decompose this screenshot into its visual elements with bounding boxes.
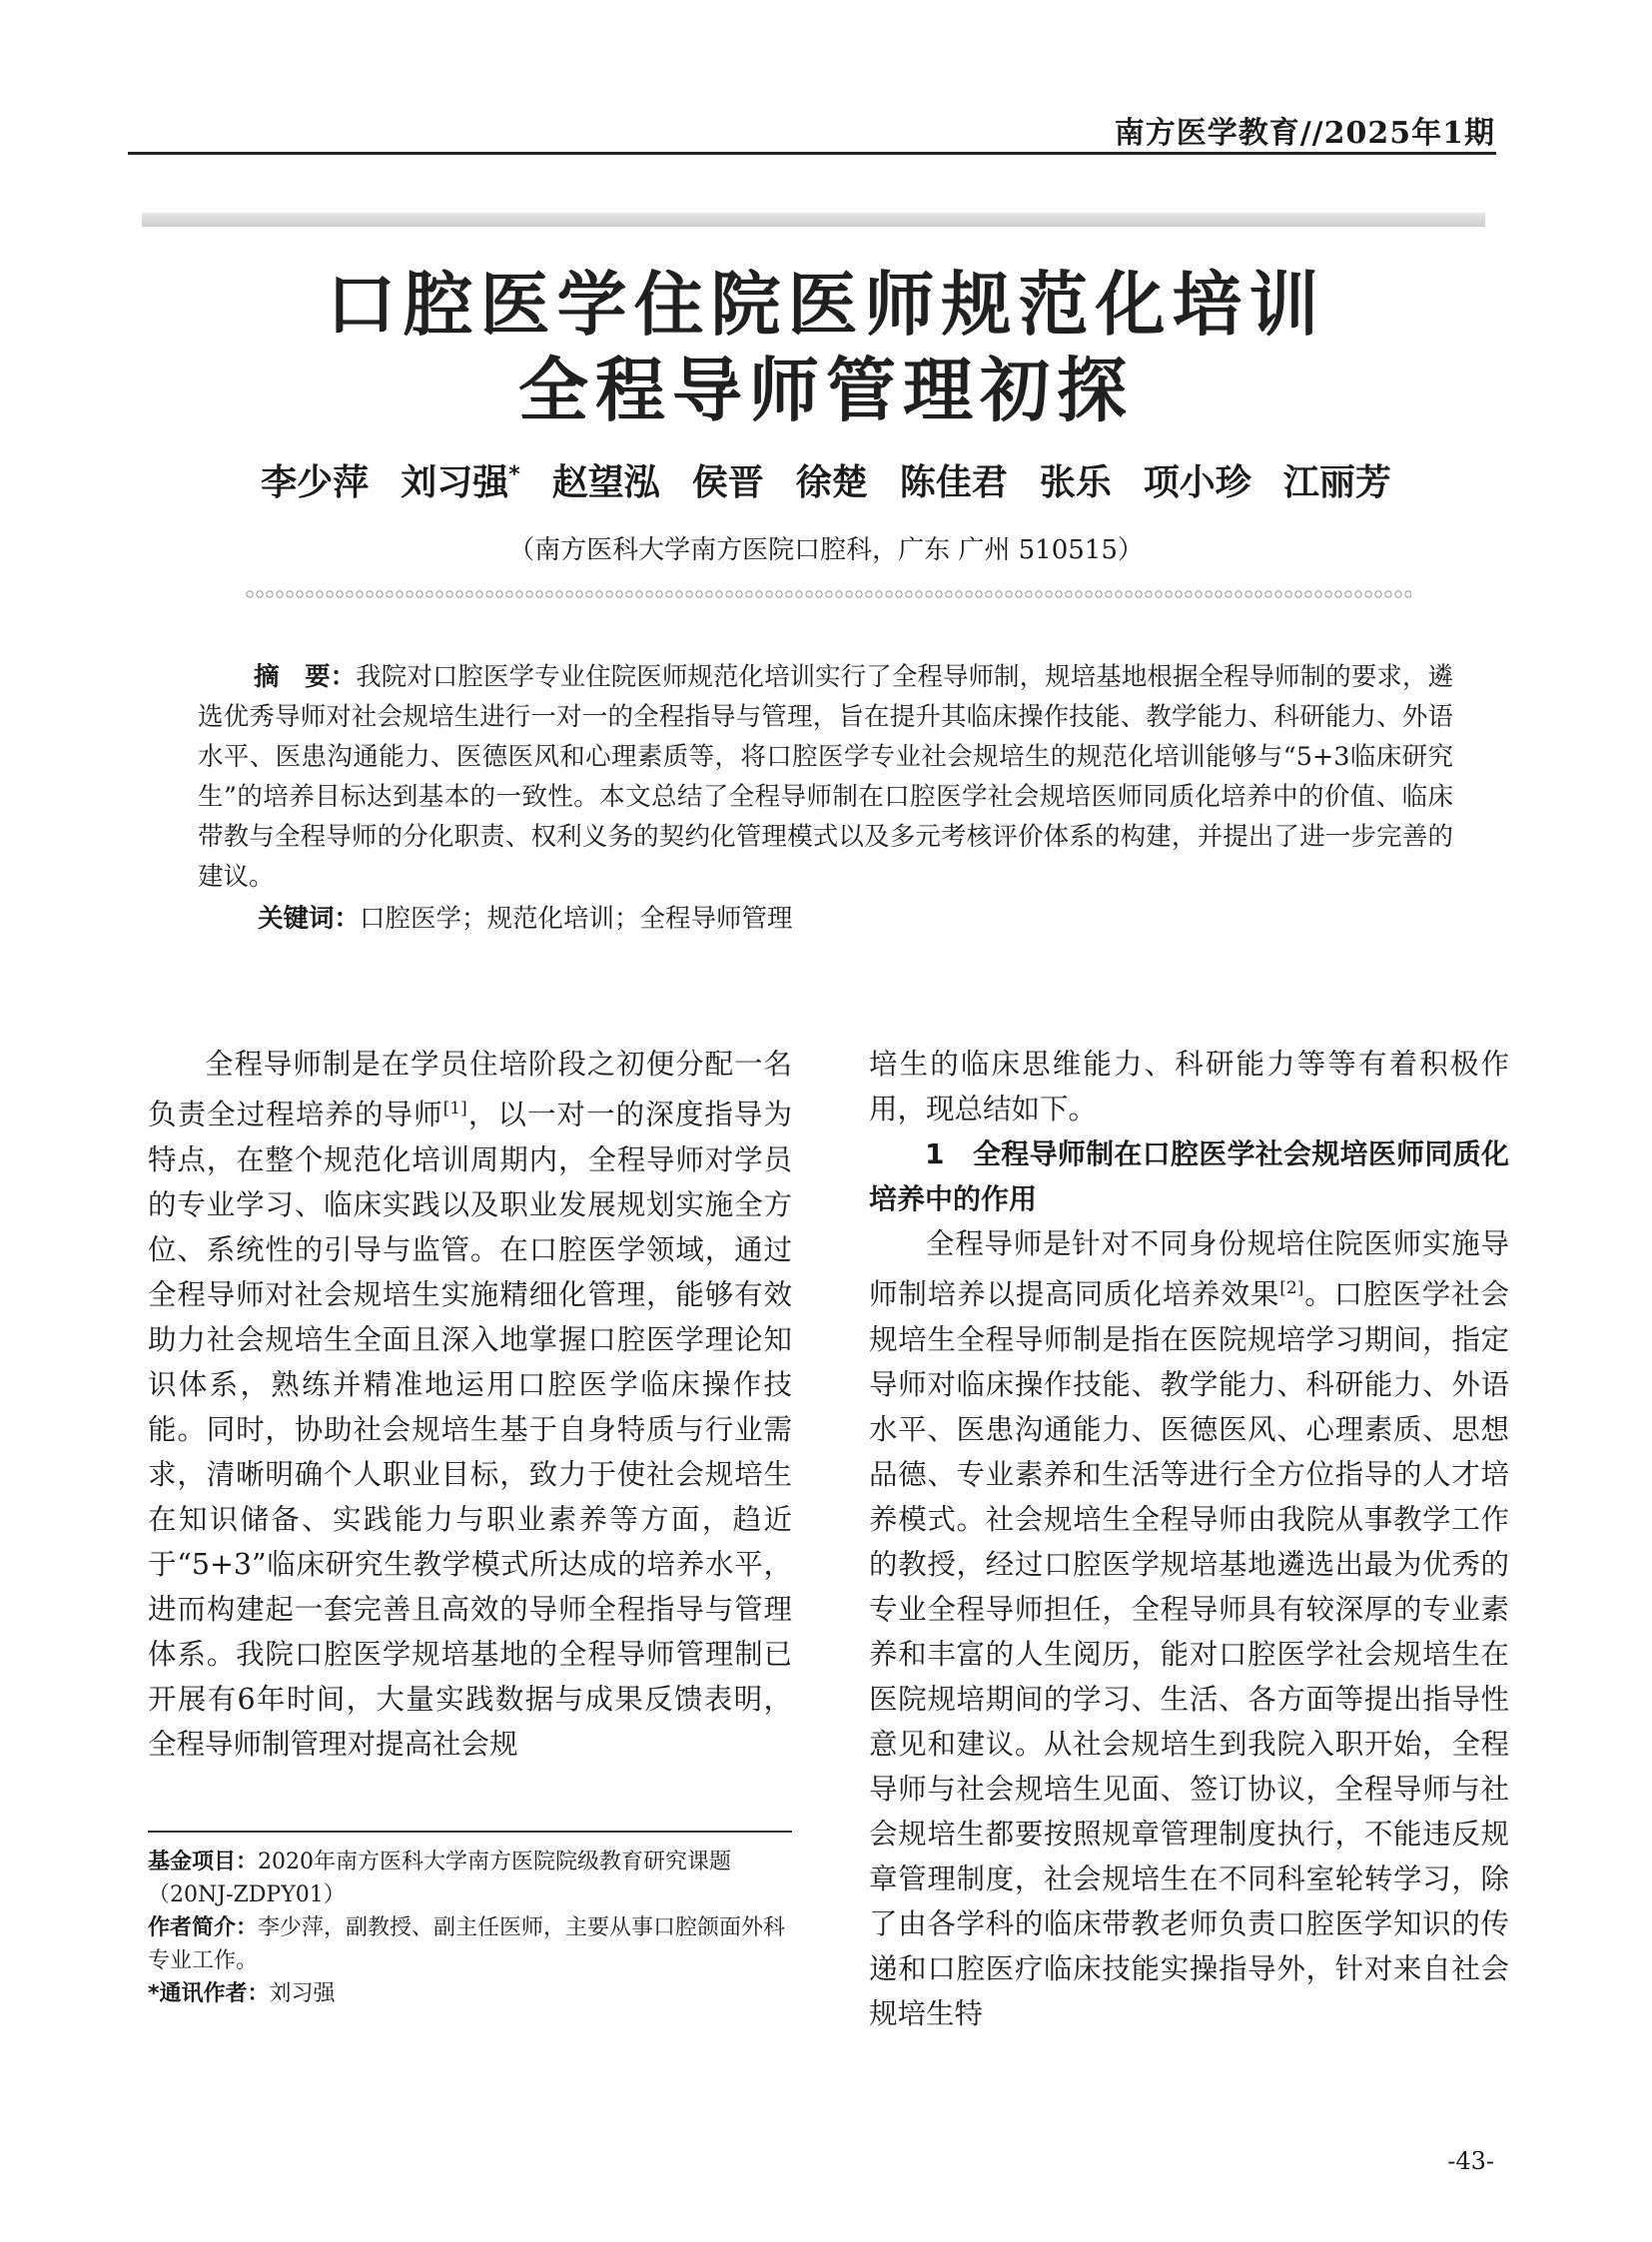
corresponding-label: *通讯作者： [148, 1981, 270, 2006]
paragraph-text: ，以一对一的深度指导为特点，在整个规范化培训周期内，全程导师对学员的专业学习、临床实践以及职业发展规划实施全方位、系统性的引导与监管。在口腔医学领域，通过全程导师对社会规培生实施精细化管理，能够有效助力社会规培生全面且深入地掌握口腔医学理论知识体系，熟练并精准地运用口腔医学临床操作技能。同时，协助社会规培生基于自身特质与行业需求，清晰明确个人职业目标，致力于使社会规培生在知识储备、实践能力与职业素养等方面，趋近于“5+3”临床研究生教学模式所达成的培养水平，进而构建起一套完善且高效的导师全程指导与管理体系。我院口腔医学规培基地的全程导师管理制已开展有6年时间，大量实践数据与成果反馈表明，全程导师制管理对提高社会规 [148, 1098, 792, 1761]
corresponding-mark: * [508, 462, 520, 487]
article-title [180, 262, 1472, 433]
corresponding-text: 刘习强 [269, 1981, 336, 2006]
keywords-label: 关键词： [258, 904, 361, 934]
bio-text: 李少萍，副教授、副主任医师，主要从事口腔颌面外科专业工作。 [148, 1915, 786, 1973]
header-rule [128, 152, 1496, 155]
fund-text: 2020年南方医科大学南方医院院级教育研究课题（20NJ-ZDPY01） [148, 1850, 732, 1907]
footnotes [148, 1846, 792, 2010]
author-list [128, 454, 1524, 505]
author-name: 刘习强 [401, 462, 509, 503]
wavy-divider [245, 589, 1411, 599]
paragraph-text: 。口腔医学社会规培生全程导师制是指在医院规培学习期间，指定导师对临床操作技能、教学能力、科研能力、外语水平、医患沟通能力、医德医风、心理素质、思想品德、专业素养和生活等进行全方位指导的人才培养模式。社会规培生全程导师由我院从事教学工作的教授，经过口腔医学规培基地遴选出最为优秀的专业全程导师担任，全程导师具有较深厚的专业素养和丰富的人生阅历，能对口腔医学社会规培生在医院规培期间的学习、生活、各方面等提出指导性意见和建议。从社会规培生到我院入职开始，全程导师与社会规培生见面、签订协议，全程导师与社会规培生都要按照规章管理制度执行，不能违反规章管理制度，社会规培生在不同科室轮转学习，除了由各学科的临床带教老师负责口腔医学知识的传递和口腔医疗临床技能实操指导外，针对来自社会规培生特 [869, 1277, 1509, 2030]
author: 陈佳君 [899, 462, 1008, 503]
author: 赵望泓 [551, 462, 660, 503]
page-number: -43- [1447, 2147, 1494, 2175]
citation-ref[interactable]: [1] [442, 1099, 467, 1119]
bio-label: 作者简介： [148, 1915, 259, 1940]
body-column-left [148, 1042, 792, 1767]
fund-label: 基金项目： [148, 1850, 259, 1874]
abstract-text: 我院对口腔医学专业住院医师规范化培训实行了全程导师制，规培基地根据全程导师制的要求，遴选优秀导师对社会规培生进行一对一的全程指导与管理，旨在提升其临床操作技能、教学能力、科研能力、外语水平、医患沟通能力、医德医风和心理素质等，将口腔医学专业社会规培生的规范化培训能够与“5+3临床研究生”的培养目标达到基本的一致性。本文总结了全程导师制在口腔医学社会规培医师同质化培养中的价值、临床带教与全程导师的分化职责、权利义务的契约化管理模式以及多元考核评价体系的构建，并提出了进一步完善的建议。 [198, 662, 1453, 892]
author: 张乐 [1039, 462, 1112, 503]
author: 江丽芳 [1282, 462, 1391, 503]
affiliation: （南方医科大学南方医院口腔科，广东 广州 510515） [508, 535, 1144, 565]
running-header: 南方医学教育//2025年1期 [1114, 116, 1495, 151]
bio-note [148, 1911, 792, 1977]
citation-ref[interactable]: [2] [1279, 1278, 1304, 1298]
title-band [142, 213, 1485, 227]
keywords-text: 口腔医学；规范化培训；全程导师管理 [360, 904, 793, 934]
fund-note [148, 1846, 792, 1911]
body-column-right [869, 1042, 1509, 2036]
author: 侯晋 [691, 462, 764, 503]
keywords [258, 899, 1456, 939]
author: 李少萍 [261, 462, 370, 503]
abstract-label: 摘 要： [254, 662, 357, 692]
corresponding-note [148, 1977, 792, 2010]
author: 项小珍 [1143, 462, 1251, 503]
title-line-1: 口腔医学住院医师规范化培训 [326, 264, 1326, 346]
author [401, 462, 520, 503]
paragraph [869, 1221, 1509, 2036]
title-line-2: 全程导师管理初探 [518, 350, 1134, 431]
paragraph [148, 1042, 792, 1767]
paragraph-text: 全程导师制是在学员住培阶段之初便分配一名负责全过程培养的导师 [148, 1048, 792, 1131]
footnote-rule [148, 1831, 792, 1833]
author: 徐楚 [795, 462, 868, 503]
abstract [198, 657, 1453, 897]
paragraph-continued: 培生的临床思维能力、科研能力等等有着积极作用，现总结如下。 [869, 1048, 1509, 1125]
paragraph-text: 全程导师是针对不同身份规培住院医师实施导师制培养以提高同质化培养效果 [869, 1227, 1509, 1311]
section-heading: 1 全程导师制在口腔医学社会规培医师同质化培养中的作用 [869, 1137, 1509, 1215]
